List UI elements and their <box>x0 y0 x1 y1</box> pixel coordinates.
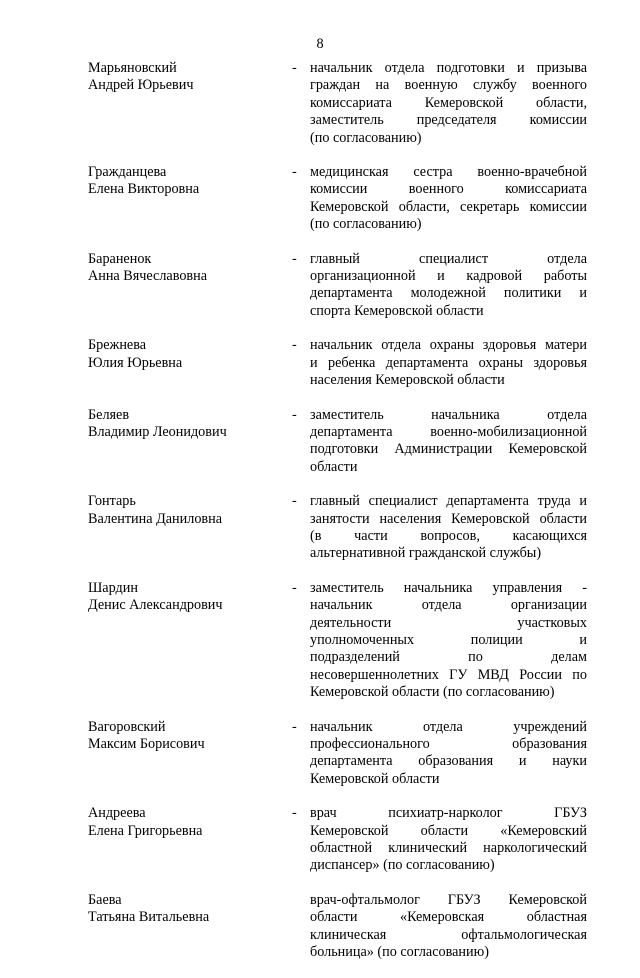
position-line: уполномоченных полиции и <box>310 631 587 648</box>
position-line: Кемеровской области «Кемеровский <box>310 822 587 839</box>
position-line: департамента молодежной политики и <box>310 285 587 302</box>
member-name <box>88 805 288 840</box>
member-surname: Шардин <box>88 579 138 596</box>
entry-dash: - <box>292 250 297 267</box>
position-line: департамента образования и науки <box>310 753 587 770</box>
position-line: главный специалист отдела <box>310 250 587 267</box>
member-position <box>310 805 587 875</box>
member-entry <box>0 251 640 321</box>
entry-dash: - <box>292 718 297 735</box>
position-line: комиссариата Кемеровской области, <box>310 94 587 111</box>
member-entry <box>0 580 640 702</box>
member-entry <box>0 892 640 962</box>
member-given-names: Максим Борисович <box>88 736 205 752</box>
member-given-names: Анна Вячеславовна <box>88 268 208 285</box>
member-given-names: Елена Григорьевна <box>88 822 203 839</box>
member-entry <box>0 337 640 389</box>
member-name <box>88 493 288 528</box>
position-line: подразделений по делам <box>310 649 587 666</box>
member-name <box>88 892 288 927</box>
member-surname: Гражданцева <box>88 164 167 181</box>
member-position <box>310 60 587 147</box>
member-surname: Баева <box>88 891 122 908</box>
position-line: профессионального образования <box>310 736 587 752</box>
member-surname: Вагоровский <box>88 718 166 735</box>
member-name <box>88 719 288 754</box>
position-line: начальник отдела охраны здоровья матери <box>310 337 587 354</box>
member-position <box>310 580 587 702</box>
position-line: медицинская сестра военно-врачебной <box>310 164 587 181</box>
entry-dash: - <box>292 805 297 822</box>
member-position <box>310 251 587 321</box>
position-line: Кемеровской области (по согласованию) <box>310 684 555 701</box>
member-position <box>310 493 587 563</box>
position-line: заместитель председателя комиссии <box>310 112 587 129</box>
entry-dash: - <box>292 579 297 596</box>
member-given-names: Елена Викторовна <box>88 181 200 198</box>
position-line: (по согласованию) <box>310 216 422 233</box>
position-line: Кемеровской области <box>310 770 440 787</box>
entry-dash: - <box>292 337 297 354</box>
position-line: Кемеровской области, секретарь комиссии <box>310 198 587 215</box>
entry-dash: - <box>292 493 297 510</box>
member-position <box>310 892 587 962</box>
member-surname: Бараненок <box>88 250 152 267</box>
member-surname: Марьяновский <box>88 60 177 76</box>
position-line: начальник отдела подготовки и призыва <box>310 60 587 76</box>
position-line: граждан на военную службу военного <box>310 77 587 94</box>
position-line: организационной и кадровой работы <box>310 268 587 285</box>
member-surname: Андреева <box>88 805 146 822</box>
member-entry <box>0 719 640 789</box>
member-name <box>88 337 288 372</box>
position-line: клиническая офтальмологическая <box>310 926 587 943</box>
position-line: комиссии военного комиссариата <box>310 181 587 198</box>
member-given-names: Владимир Леонидович <box>88 423 227 440</box>
position-line: начальник отдела учреждений <box>310 718 587 735</box>
member-given-names: Валентина Даниловна <box>88 510 223 527</box>
entry-dash: - <box>292 60 297 76</box>
member-entry <box>0 60 640 147</box>
member-entry <box>0 407 640 477</box>
position-line: несовершеннолетних ГУ МВД России по <box>310 666 587 683</box>
position-line: больница» (по согласованию) <box>310 944 489 961</box>
position-line: (в части вопросов, касающихся <box>310 527 587 544</box>
position-line: области <box>310 458 358 475</box>
member-position <box>310 719 587 789</box>
position-line: занятости населения Кемеровской области <box>310 510 587 527</box>
member-name <box>88 164 288 199</box>
entry-dash: - <box>292 164 297 181</box>
member-surname: Беляев <box>88 406 130 423</box>
position-line: заместитель начальника управления - <box>310 579 587 596</box>
position-line: области «Кемеровская областная <box>310 909 587 926</box>
position-line: деятельности участковых <box>310 614 587 631</box>
member-given-names: Татьяна Витальевна <box>88 909 210 926</box>
position-line: главный специалист департамента труда и <box>310 493 587 510</box>
position-line: (по согласованию) <box>310 129 422 146</box>
member-position <box>310 407 587 477</box>
member-entry <box>0 805 640 875</box>
position-line: врач психиатр-нарколог ГБУЗ <box>310 805 587 822</box>
member-surname: Гонтарь <box>88 493 136 510</box>
member-name <box>88 60 288 95</box>
position-line: областной клинический наркологический <box>310 840 587 857</box>
position-line: и ребенка департамента охраны здоровья <box>310 354 587 371</box>
member-entry <box>0 493 640 563</box>
member-given-names: Юлия Юрьевна <box>88 354 183 371</box>
member-entry <box>0 164 640 234</box>
member-given-names: Денис Александрович <box>88 597 223 614</box>
page-number: 8 <box>316 36 324 52</box>
position-line: спорта Кемеровской области <box>310 302 484 319</box>
position-line: подготовки Администрации Кемеровской <box>310 441 587 458</box>
position-line: заместитель начальника отдела <box>310 406 587 423</box>
position-line: альтернативной гражданской службы) <box>310 545 542 562</box>
member-given-names: Андрей Юрьевич <box>88 77 194 94</box>
member-name <box>88 251 288 286</box>
position-line: диспансер» (по согласованию) <box>310 857 495 874</box>
position-line: департамента военно-мобилизационной <box>310 423 587 440</box>
member-position <box>310 164 587 234</box>
member-name <box>88 580 288 615</box>
position-line: врач-офтальмолог ГБУЗ Кемеровской <box>310 891 587 908</box>
entry-dash: - <box>292 406 297 423</box>
commission-member-list <box>0 60 640 978</box>
member-name <box>88 407 288 442</box>
member-position <box>310 337 587 389</box>
position-line: населения Кемеровской области <box>310 372 505 389</box>
position-line: начальник отдела организации <box>310 597 587 614</box>
member-surname: Брежнева <box>88 337 147 354</box>
